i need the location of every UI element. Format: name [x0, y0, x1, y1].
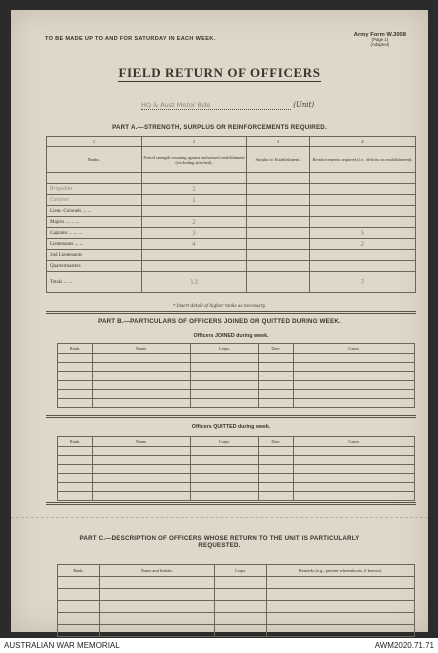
table-row: Lieut.-Colonels ... ...: [47, 206, 416, 217]
part-c-title-line2: REQUESTED.: [198, 542, 241, 549]
table-row: [58, 601, 415, 613]
part-a-footnote: * Insert detail of higher ranks as necessary.: [173, 303, 266, 308]
table-row: [47, 173, 416, 184]
table-row: Colonel 1: [47, 195, 416, 206]
col-header-reinforcements: Reinforcements required (i.e., deficits on establishment).: [310, 147, 416, 173]
part-c-table: Rank. Name and Initials. Corps. Remarks (e.g., present whereabouts, if known).: [57, 564, 415, 637]
part-c-title: [11, 535, 428, 549]
quitted-table: Rank. Name. Corps. Date. Cause.: [57, 436, 415, 501]
table-row: [58, 625, 415, 637]
form-page: (Page 1): [371, 37, 389, 43]
section-divider: [46, 502, 416, 505]
page-title: [11, 65, 428, 81]
totals-reinforcements: 7: [310, 272, 416, 293]
col-header-ranks: Ranks.: [47, 147, 142, 173]
table-row: [58, 577, 415, 589]
section-divider: [46, 311, 416, 314]
table-row: [58, 474, 415, 483]
form-sheet: [11, 10, 428, 632]
quitted-title: Officers QUITTED during week.: [191, 424, 271, 430]
totals-strength: 13: [142, 272, 247, 293]
table-row: 2nd Lieutenants: [47, 250, 416, 261]
table-row: Lieutenants ... ... 4 2: [47, 239, 416, 250]
col-number: 4: [310, 137, 416, 147]
top-note: TO BE MADE UP TO AND FOR SATURDAY IN EACH WEEK.: [45, 36, 216, 42]
form-number: Army Form W.3008: [353, 32, 406, 38]
table-row: [58, 483, 415, 492]
section-divider: [46, 415, 416, 418]
col-number: 3: [247, 137, 310, 147]
archive-footer: [0, 638, 438, 653]
part-a-title: PART A.—STRENGTH, SURPLUS OR REINFORCEMENTS REQUIRED.: [112, 124, 327, 131]
table-row: [58, 381, 415, 390]
col-header-surplus: Surplus to Establishment.: [247, 147, 310, 173]
joined-table: Rank. Name. Corps. Date. Cause.: [57, 343, 415, 408]
fold-line: [11, 517, 428, 518]
table-row: [58, 465, 415, 474]
col-number: 1: [47, 137, 142, 147]
totals-row: [47, 272, 416, 293]
unit-handwritten: HQ & Aust Motor Bde: [141, 101, 211, 109]
table-row: Majors ... ... ... 2: [47, 217, 416, 228]
unit-line: [141, 101, 314, 110]
page-title-text: FIELD RETURN OF OFFICERS: [118, 65, 321, 80]
table-row: [58, 354, 415, 363]
part-a-table: [46, 136, 416, 293]
footer-institution: AUSTRALIAN WAR MEMORIAL: [4, 641, 120, 650]
col-number: 2: [142, 137, 247, 147]
part-b-title: PART B.—PARTICULARS OF OFFICERS JOINED OR QUITTED DURING WEEK.: [98, 318, 341, 325]
joined-title: Officers JOINED during week.: [193, 333, 269, 339]
table-row: Brigadier 1: [47, 184, 416, 195]
table-row: [58, 399, 415, 408]
table-row: [58, 456, 415, 465]
part-c-title-line1: PART C.—DESCRIPTION OF OFFICERS WHOSE RETURN TO THE UNIT IS PARTICULARLY: [79, 535, 360, 542]
table-row: [58, 589, 415, 601]
footer-accession-number: AWM2020.71.71: [374, 641, 434, 650]
table-row: [58, 613, 415, 625]
table-row: [58, 363, 415, 372]
totals-label: Totals ... ...: [47, 272, 142, 293]
form-adapted: (Adapted): [370, 42, 390, 48]
table-row: [58, 390, 415, 399]
table-row: Captains ... ... ... 3 5: [47, 228, 416, 239]
table-row: [58, 492, 415, 501]
col-header-strength: Period strength counting against authorised establishment (excluding attached).: [142, 147, 247, 173]
table-row: [58, 372, 415, 381]
table-row: [58, 447, 415, 456]
form-identifier: [354, 32, 406, 48]
table-row: Quartermasters: [47, 261, 416, 272]
unit-label: (Unit): [293, 101, 315, 109]
